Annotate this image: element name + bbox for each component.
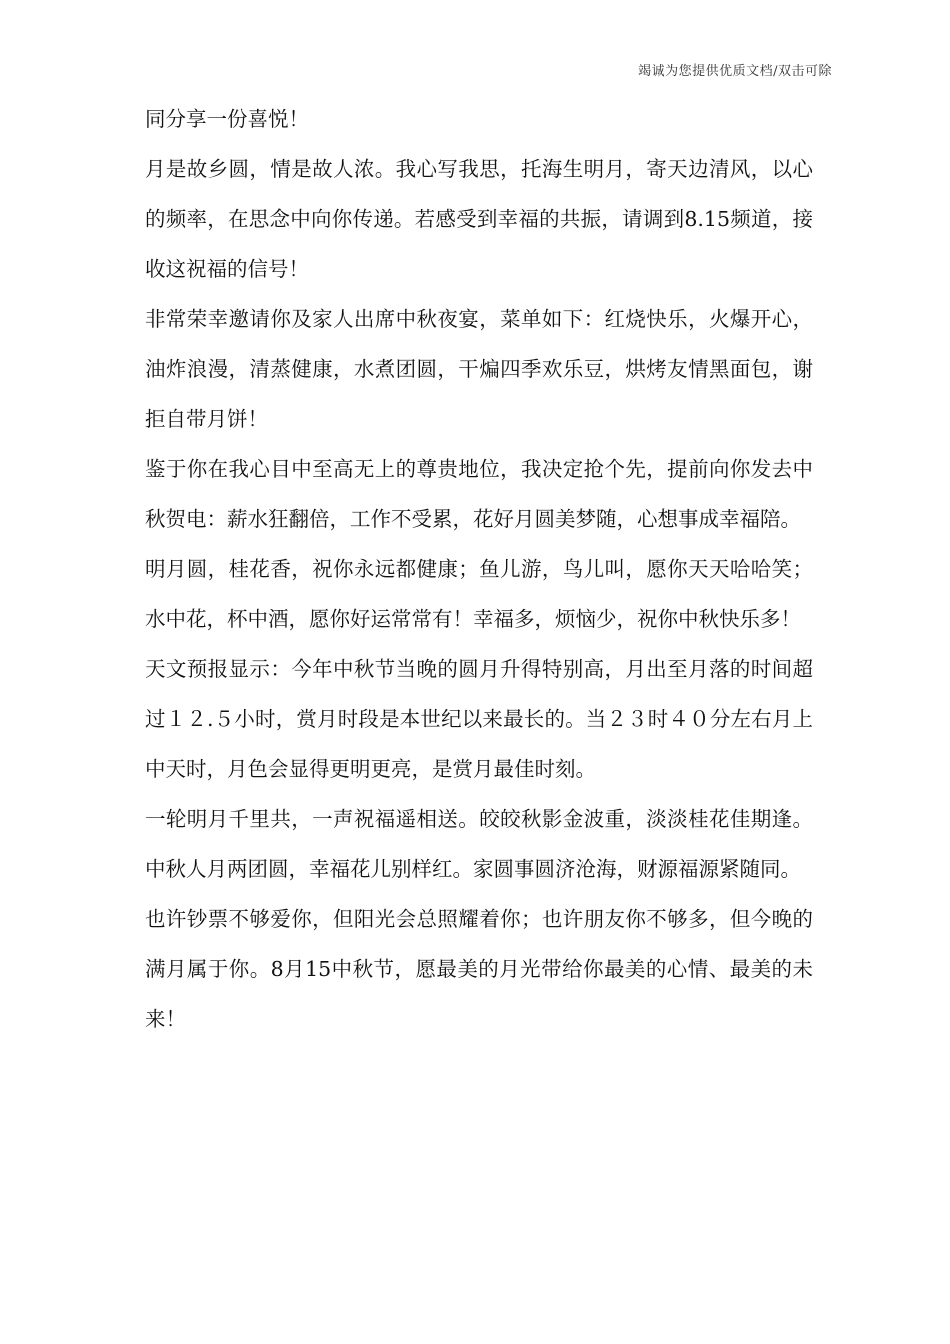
paragraph: 明月圆，桂花香，祝你永远都健康；鱼儿游，鸟儿叫，愿你天天哈哈笑；水中花，杯中酒，愿你好运常常有！幸福多，烦恼少，祝你中秋快乐多！ bbox=[145, 557, 813, 631]
document-body bbox=[145, 94, 813, 1044]
paragraph: 天文预报显示：今年中秋节当晚的圆月升得特别高，月出至月落的时间超过１２.５小时，赏月时段是本世纪以来最长的。当２３时４０分左右月上中天时，月色会显得更明更亮，是赏月最佳时刻。 bbox=[145, 657, 813, 781]
paragraph: 同分享一份喜悦！ bbox=[145, 107, 309, 131]
header-note: 竭诚为您提供优质文档/双击可除 bbox=[638, 64, 832, 79]
paragraph: 月是故乡圆，情是故人浓。我心写我思，托海生明月，寄天边清风，以心的频率，在思念中向你传递。若感受到幸福的共振，请调到8.15频道，接收这祝福的信号！ bbox=[145, 157, 813, 281]
paragraph: 鉴于你在我心目中至高无上的尊贵地位，我决定抢个先，提前向你发去中秋贺电：薪水狂翻倍，工作不受累，花好月圆美梦随，心想事成幸福陪。 bbox=[145, 457, 813, 531]
paragraph: 一轮明月千里共，一声祝福遥相送。皎皎秋影金波重，淡淡桂花佳期逢。中秋人月两团圆，幸福花儿别样红。家圆事圆济沧海，财源福源紧随同。 bbox=[145, 807, 813, 881]
paragraph: 非常荣幸邀请你及家人出席中秋夜宴，菜单如下：红烧快乐，火爆开心，油炸浪漫，清蒸健康，水煮团圆，干煸四季欢乐豆，烘烤友情黑面包，谢拒自带月饼！ bbox=[145, 307, 813, 431]
paragraph: 也许钞票不够爱你，但阳光会总照耀着你；也许朋友你不够多，但今晚的满月属于你。8月15中秋节，愿最美的月光带给你最美的心情、最美的未来！ bbox=[145, 907, 813, 1031]
